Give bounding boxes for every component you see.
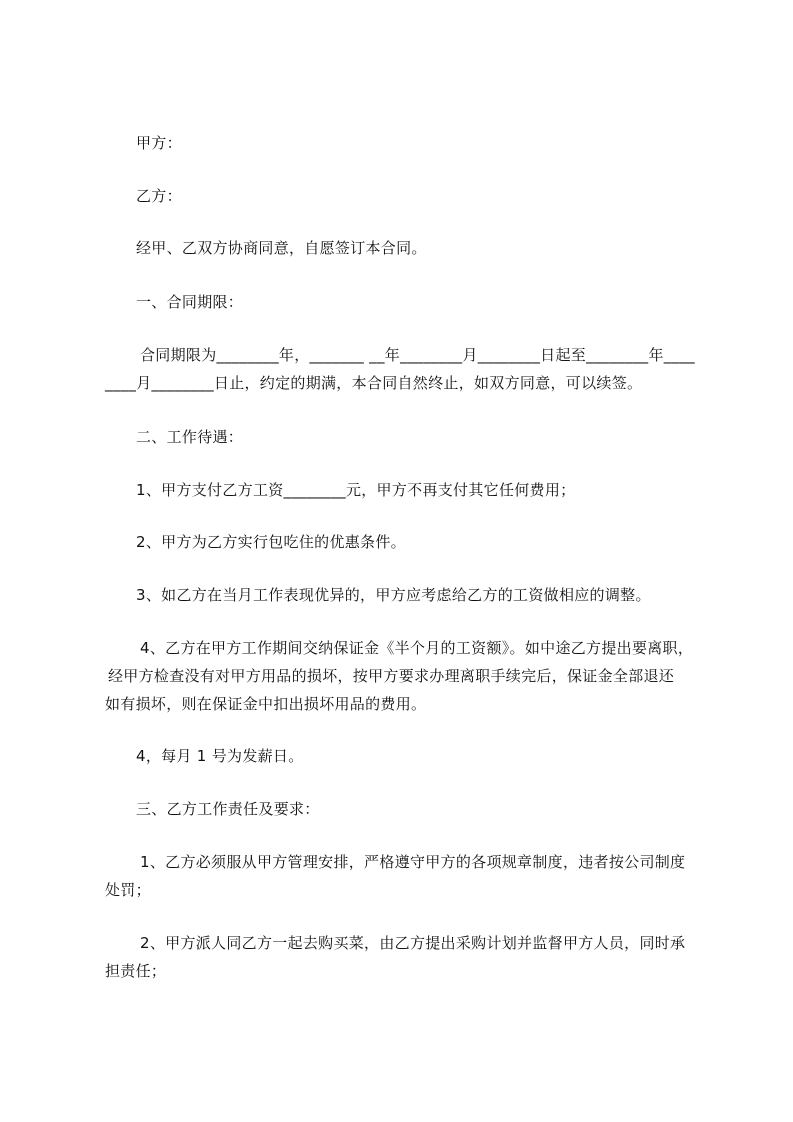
- party-a-label: 甲方：: [136, 134, 182, 152]
- intro-paragraph: 经甲、乙双方协商同意，自愿签订本合同。: [136, 239, 427, 257]
- salary-item-4-line-2: 经甲方检查没有对甲方用品的损坏，按甲方要求办理离职手续完后，保证金全部退还: [108, 667, 675, 685]
- payday-item: 4，每月 1 号为发薪日。: [136, 747, 304, 765]
- salary-item-4-line-3: 如有损坏，则在保证金中扣出损坏用品的费用。: [105, 695, 427, 713]
- duty-item-2-line-1: 2、甲方派人同乙方一起去购买菜，由乙方提出采购计划并监督甲方人员，同时承: [140, 934, 686, 952]
- duty-item-1-line-2: 处罚；: [105, 881, 151, 899]
- section-2-heading: 二、工作待遇：: [136, 428, 244, 446]
- salary-item-4-line-1: 4、乙方在甲方工作期间交纳保证金《半个月的工资额》。如中途乙方提出要离职，: [140, 639, 694, 657]
- duty-item-2-line-2: 担责任；: [105, 962, 167, 980]
- salary-item-3: 3、如乙方在当月工作表现优异的，甲方应考虑给乙方的工资做相应的调整。: [136, 586, 651, 604]
- contract-term-line-2: ____月________日止，约定的期满，本合同自然终止，如双方同意，可以续签。: [105, 374, 643, 392]
- salary-item-1: 1、甲方支付乙方工资________元，甲方不再支付其它任何费用；: [136, 481, 576, 499]
- party-b-label: 乙方：: [136, 187, 182, 205]
- duty-item-1-line-1: 1、乙方必须服从甲方管理安排，严格遵守甲方的各项规章制度，违者按公司制度: [140, 853, 686, 871]
- salary-item-2: 2、甲方为乙方实行包吃住的优惠条件。: [136, 533, 406, 551]
- section-3-heading: 三、乙方工作责任及要求：: [136, 800, 320, 818]
- contract-term-line-1: 合同期限为________年，_______ __年________月________日起至________年____: [140, 346, 695, 364]
- section-1-heading: 一、合同期限：: [136, 293, 244, 311]
